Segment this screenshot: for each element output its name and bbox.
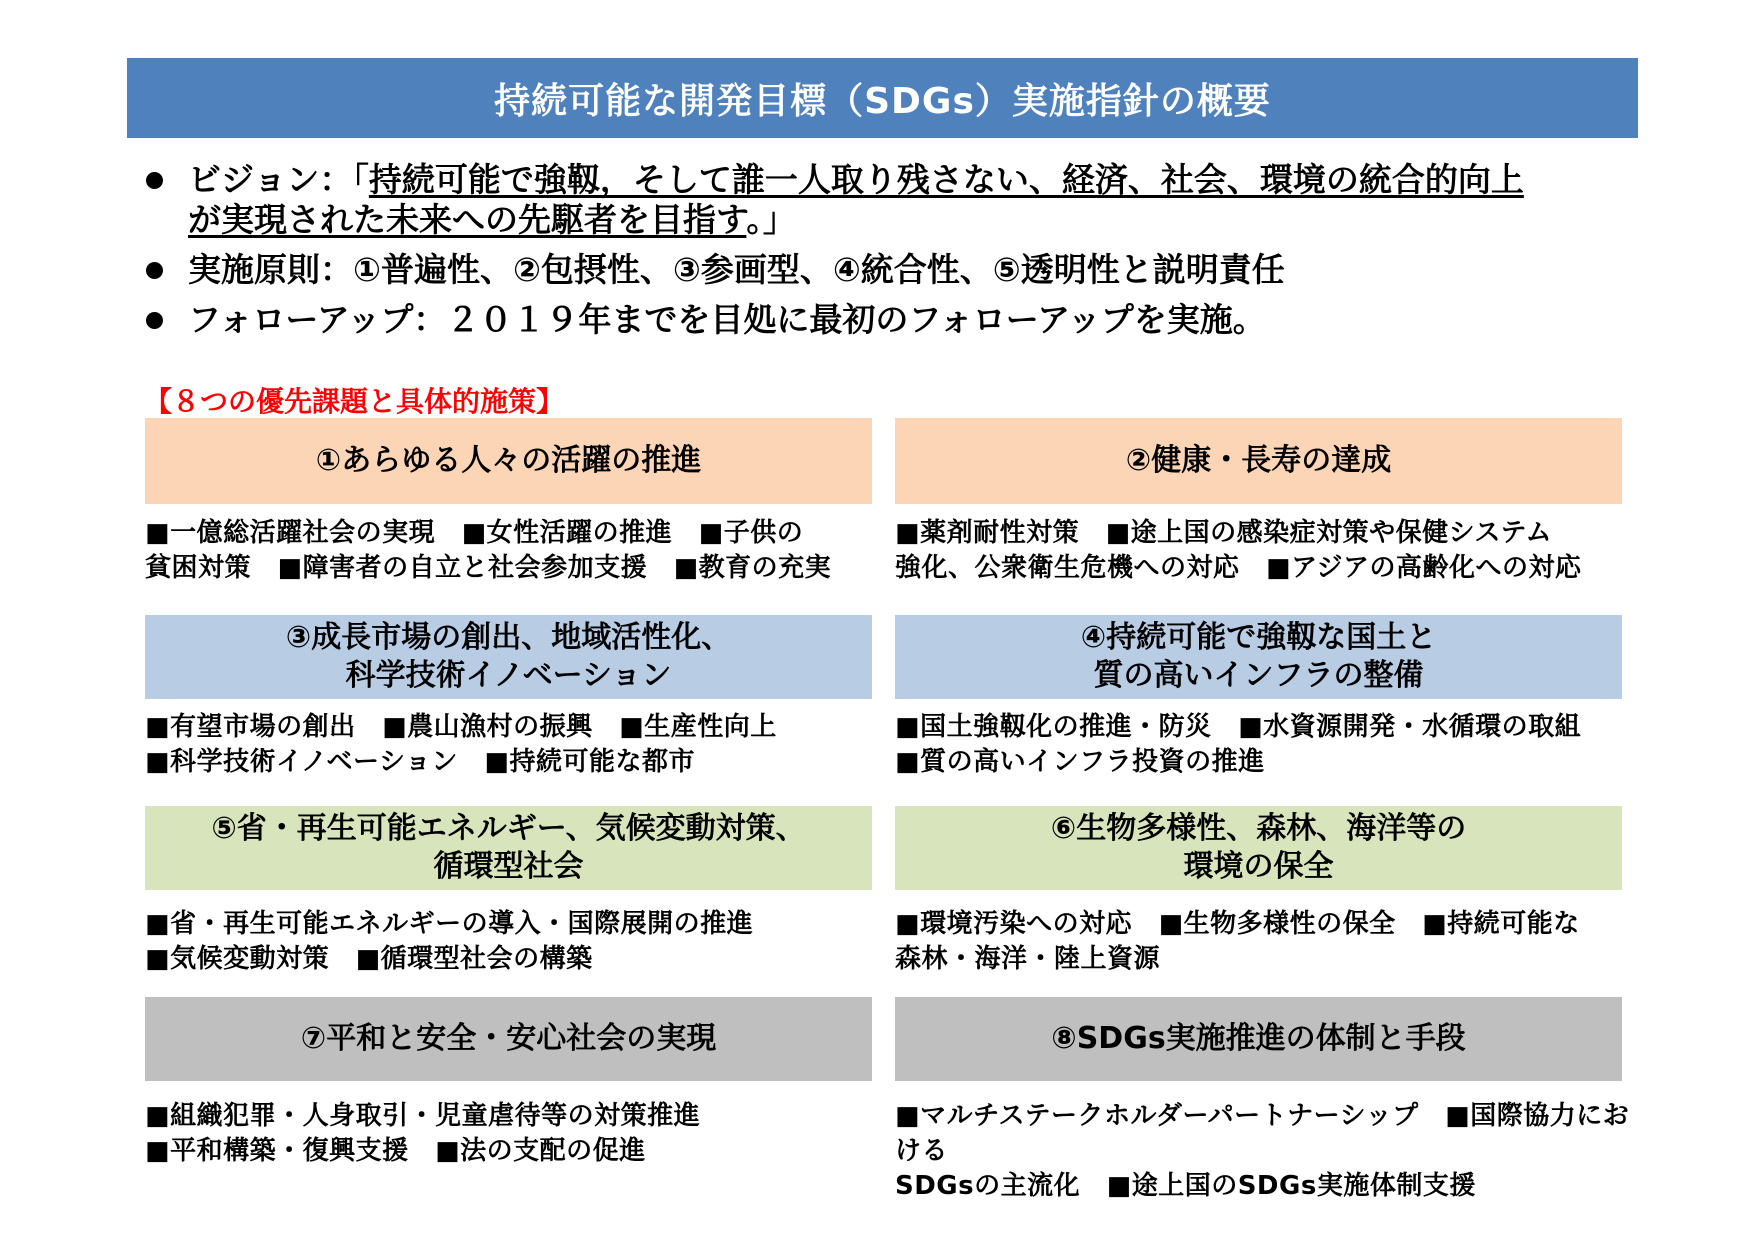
priority-5-box xyxy=(145,806,872,890)
priority-2-measures-line-2: 強化、公衆衛生危機への対応 ■アジアの高齢化への対応 xyxy=(895,553,1582,583)
principles-text: 実施原則：①普遍性、②包摂性、③参画型、④統合性、⑤透明性と説明責任 xyxy=(188,250,1285,289)
priority-5-measures-line-2: ■気候変動対策 ■循環型社会の構築 xyxy=(145,944,593,974)
priority-8-measures xyxy=(895,1099,1630,1204)
priority-3-measures xyxy=(145,710,880,780)
priority-8-measures-line-1: ■マルチステークホルダーパートナーシップ ■国際協力における xyxy=(895,1101,1630,1166)
vision-text-2: が実現された未来への先駆者を目指す xyxy=(188,200,747,239)
priority-5-measures xyxy=(145,907,880,977)
followup-text: フォローアップ：２０１９年までを目処に最初のフォローアップを実施。 xyxy=(188,300,1266,339)
priority-5-measures-line-1: ■省・再生可能エネルギーの導入・国際展開の推進 xyxy=(145,909,754,939)
priority-3-measures-line-1: ■有望市場の創出 ■農山漁村の振興 ■生産性向上 xyxy=(145,712,777,742)
vision-text-1: 持続可能で強靱，そして誰一人取り残さない、経済、社会、環境の統合的向上 xyxy=(368,160,1524,199)
priority-7-title: ⑦平和と安全・安心社会の実現 xyxy=(300,1021,717,1056)
priority-6-title-line-1: ⑥生物多様性、森林、海洋等の xyxy=(1050,811,1467,846)
priority-6-measures xyxy=(895,907,1630,977)
priority-6-measures-line-2: 森林・海洋・陸上資源 xyxy=(895,944,1161,974)
page-title: 持続可能な開発目標（SDGs）実施指針の概要 xyxy=(127,58,1638,138)
summary-bullets xyxy=(140,160,1640,350)
vision-bullet xyxy=(140,160,1640,240)
priority-3-measures-line-2: ■科学技術イノベーション ■持続可能な都市 xyxy=(145,747,695,777)
bullet-dot-icon xyxy=(146,172,163,189)
priorities-heading: 【８つの優先課題と具体的施策】 xyxy=(144,385,565,418)
priority-7-box xyxy=(145,997,872,1081)
priority-4-title-line-1: ④持続可能で強靱な国土と xyxy=(1080,620,1437,655)
priority-2-box xyxy=(895,418,1622,504)
priority-5-title-line-2: 循環型社会 xyxy=(433,849,584,884)
priority-3-title-line-2: 科学技術イノベーション xyxy=(345,658,672,693)
priority-1-title: ①あらゆる人々の活躍の推進 xyxy=(315,443,702,478)
followup-bullet xyxy=(140,300,1640,340)
priority-2-measures xyxy=(895,516,1630,586)
priority-2-measures-line-1: ■薬剤耐性対策 ■途上国の感染症対策や保健システム xyxy=(895,518,1553,548)
priority-6-box xyxy=(895,806,1622,890)
priority-3-box xyxy=(145,615,872,699)
priority-5-title-line-1: ⑤省・再生可能エネルギー、気候変動対策、 xyxy=(211,811,806,846)
priority-1-measures-line-1: ■一億総活躍社会の実現 ■女性活躍の推進 ■子供の xyxy=(145,518,804,548)
priority-7-measures xyxy=(145,1099,880,1169)
priority-7-measures-line-2: ■平和構築・復興支援 ■法の支配の促進 xyxy=(145,1136,646,1166)
priority-4-measures-line-1: ■国土強靱化の推進・防災 ■水資源開発・水循環の取組 xyxy=(895,712,1582,742)
priority-4-box xyxy=(895,615,1622,699)
principles-bullet xyxy=(140,250,1640,290)
bullet-dot-icon xyxy=(146,262,163,279)
priority-6-title-line-2: 環境の保全 xyxy=(1183,849,1334,884)
priority-8-measures-line-2: SDGsの主流化 ■途上国のSDGs実施体制支援 xyxy=(895,1171,1476,1201)
bullet-dot-icon xyxy=(146,312,163,329)
priority-8-title: ⑧SDGs実施推進の体制と手段 xyxy=(1051,1021,1466,1056)
priority-3-title-line-1: ③成長市場の創出、地域活性化、 xyxy=(285,620,732,655)
priority-8-box xyxy=(895,997,1622,1081)
priority-1-box xyxy=(145,418,872,504)
priority-4-title-line-2: 質の高いインフラの整備 xyxy=(1093,658,1424,693)
priority-2-title: ②健康・長寿の達成 xyxy=(1125,443,1392,478)
priority-1-measures xyxy=(145,516,880,586)
priority-4-measures-line-2: ■質の高いインフラ投資の推進 xyxy=(895,747,1265,777)
priority-6-measures-line-1: ■環境汚染への対応 ■生物多様性の保全 ■持続可能な xyxy=(895,909,1580,939)
priority-4-measures xyxy=(895,710,1630,780)
vision-suffix: 。」 xyxy=(746,200,796,239)
vision-prefix: ビジョン：「 xyxy=(188,160,369,199)
priority-7-measures-line-1: ■組織犯罪・人身取引・児童虐待等の対策推進 xyxy=(145,1101,701,1131)
priority-1-measures-line-2: 貧困対策 ■障害者の自立と社会参加支援 ■教育の充実 xyxy=(145,553,832,583)
